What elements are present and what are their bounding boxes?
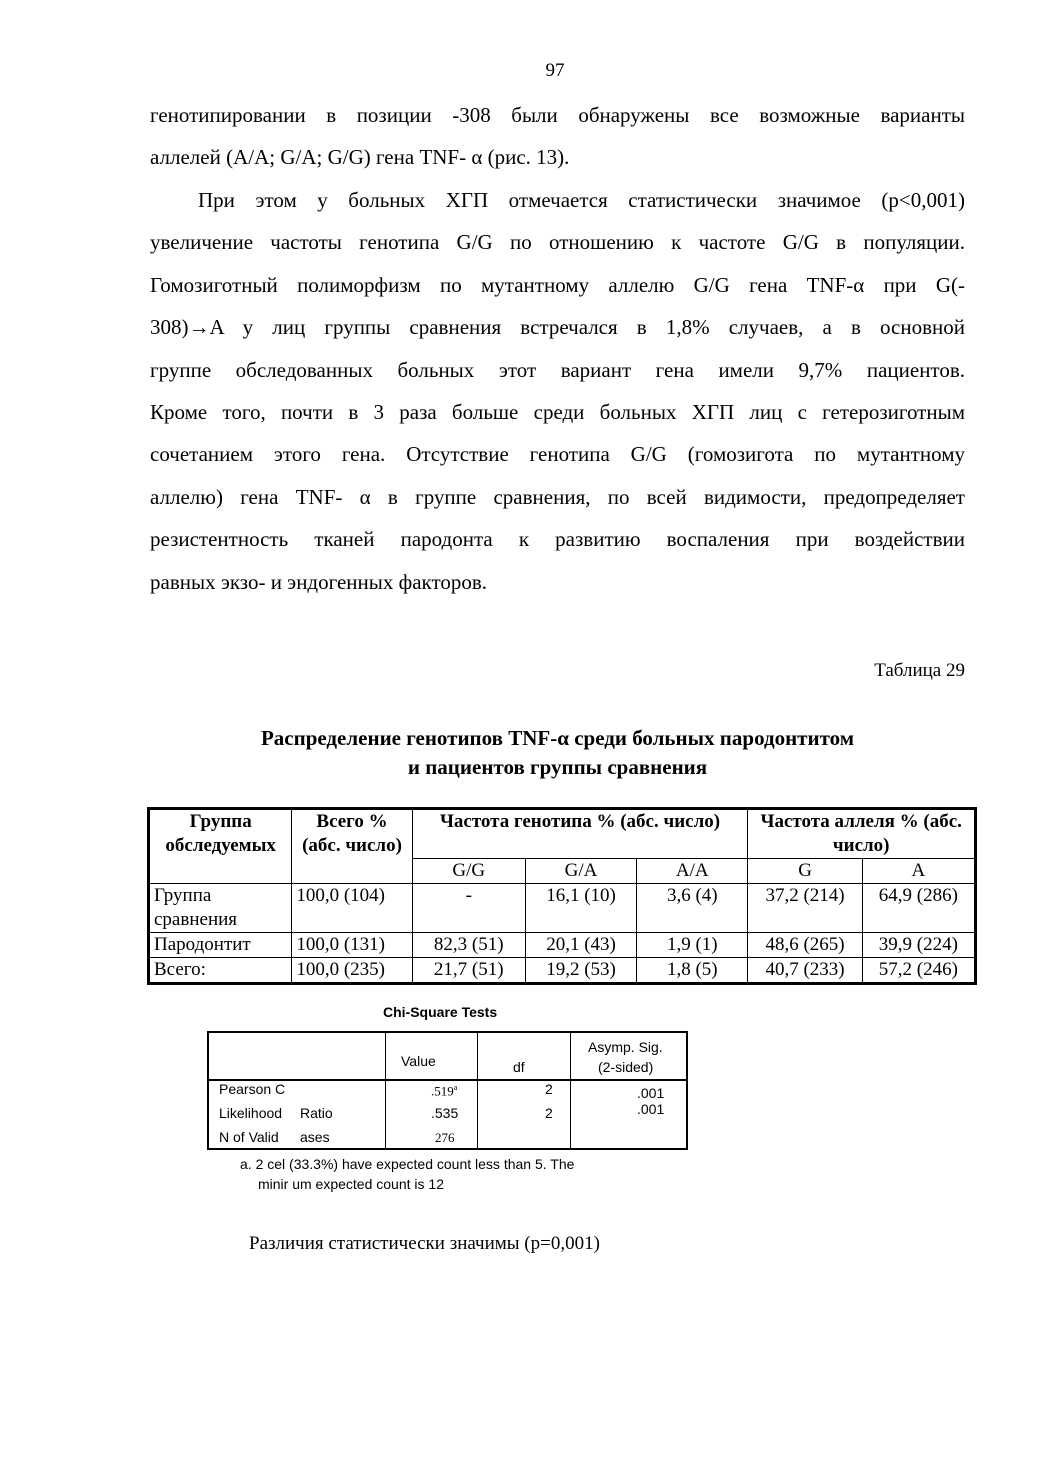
row-label-fragment: Ratio	[300, 1105, 333, 1121]
header-aa: A/A	[637, 859, 748, 884]
conclusion-text: Различия статистически значимы (p=0,001)	[249, 1233, 600, 1254]
cell-sig: .001	[637, 1085, 665, 1101]
cell-value: .519$^a$	[431, 1083, 458, 1099]
cell-gg: -	[412, 884, 525, 933]
cell-ga: 19,2 (53)	[525, 958, 636, 984]
table-title-line: и пациентов группы сравнения	[407, 755, 708, 779]
header-ga: G/A	[525, 859, 636, 884]
page-number: 97	[545, 60, 565, 81]
cell-group: Всего:	[149, 958, 292, 984]
cell-a: 39,9 (224)	[862, 933, 975, 958]
text-line: Гомозиготный полиморфизм по мутантному аллелю G/G гена TNF-α при G(-	[150, 272, 965, 297]
cell-value: .535	[431, 1105, 459, 1121]
table-title	[150, 724, 965, 782]
chi-square-table	[207, 1031, 688, 1150]
header-value: Value	[401, 1053, 436, 1069]
cell-gg: 82,3 (51)	[412, 933, 525, 958]
cell-g: 37,2 (214)	[748, 884, 862, 933]
header-gg: G/G	[412, 859, 525, 884]
cell-aa: 1,9 (1)	[637, 933, 748, 958]
chi-square-footnote: a. 2 cel (33.3%) have expected count less than 5. The	[240, 1156, 575, 1172]
cell-ga: 16,1 (10)	[525, 884, 636, 933]
genotype-table	[147, 807, 977, 985]
header-sig-line1: Asymp. Sig.	[588, 1039, 663, 1055]
header-allele-frequency: Частота аллеля % (абс. число)	[748, 809, 976, 859]
cell-aa: 1,8 (5)	[637, 958, 748, 984]
text-line: При этом у больных ХГП отмечается статистически значимое (p<0,001)	[198, 188, 965, 212]
header-total: Всего % (абс. число)	[292, 809, 412, 884]
text-line: генотипировании в позиции -308 были обнаружены все возможные варианты	[150, 103, 965, 127]
text-line: группе обследованных больных этот вариант гена имели 9,7% пациентов.	[150, 357, 965, 382]
table-row	[149, 884, 976, 933]
cell-a: 57,2 (246)	[862, 958, 975, 984]
cell-group: Пародонтит	[149, 933, 292, 958]
header-group: Группа обследуемых	[149, 809, 292, 884]
row-label-fragment: ases	[300, 1129, 330, 1145]
cell-total: 100,0 (131)	[292, 933, 412, 958]
cell-g: 48,6 (265)	[748, 933, 862, 958]
paragraph-2	[150, 179, 965, 603]
table-caption: Таблица 29	[874, 660, 965, 681]
divider	[570, 1033, 571, 1148]
text-line: резистентность тканей пародонта к развитию воспаления при воздействии	[150, 527, 965, 552]
cell-gg: 21,7 (51)	[412, 958, 525, 984]
header-g: G	[748, 859, 862, 884]
text-line: 308)→A у лиц группы сравнения встречался в 1,8% случаев, а в основной	[150, 315, 965, 340]
chi-square-footnote: minir um expected count is 12	[258, 1176, 444, 1192]
text-line: аллелю) гена TNF- α в группе сравнения, по всей видимости, предопределяет	[150, 484, 965, 509]
cell-total: 100,0 (235)	[292, 958, 412, 984]
chi-square-title: Chi-Square Tests	[383, 1004, 498, 1020]
cell-a: 64,9 (286)	[862, 884, 975, 933]
cell-total: 100,0 (104)	[292, 884, 412, 933]
header-genotype-frequency: Частота генотипа % (абс. число)	[412, 809, 748, 859]
text-line: увеличение частоты генотипа G/G по отношению к частоте G/G в популяции.	[150, 230, 965, 255]
row-label: Likelihood	[219, 1105, 283, 1121]
table-row	[149, 933, 976, 958]
cell-df: 2	[545, 1081, 553, 1097]
paragraph-1	[150, 94, 965, 179]
cell-aa: 3,6 (4)	[637, 884, 748, 933]
cell-value: 276	[435, 1130, 455, 1145]
header-df: df	[513, 1059, 525, 1075]
header-a: A	[862, 859, 975, 884]
text-line: Кроме того, почти в 3 раза больше среди больных ХГП лиц с гетерозиготным	[150, 400, 965, 425]
text-line: равных экзо- и эндогенных факторов.	[150, 569, 488, 594]
cell-group: Группа сравнения	[149, 884, 292, 933]
cell-g: 40,7 (233)	[748, 958, 862, 984]
divider	[477, 1033, 478, 1148]
row-label: N of Valid	[219, 1129, 279, 1145]
header-sig-line2: (2-sided)	[598, 1059, 654, 1075]
text-line: сочетанием этого гена. Отсутствие генотипа G/G (гомозигота по мутантному	[150, 442, 965, 467]
divider	[385, 1033, 386, 1148]
table-row	[149, 958, 976, 984]
cell-ga: 20,1 (43)	[525, 933, 636, 958]
cell-df: 2	[545, 1105, 553, 1121]
table-title-line: Распределение генотипов TNF-α среди больных пародонтитом	[260, 726, 855, 750]
text-line: аллелей (A/A; G/A; G/G) гена TNF- α (рис. 13).	[150, 145, 570, 170]
cell-sig: .001	[637, 1101, 665, 1117]
row-label: Pearson C	[219, 1081, 286, 1097]
